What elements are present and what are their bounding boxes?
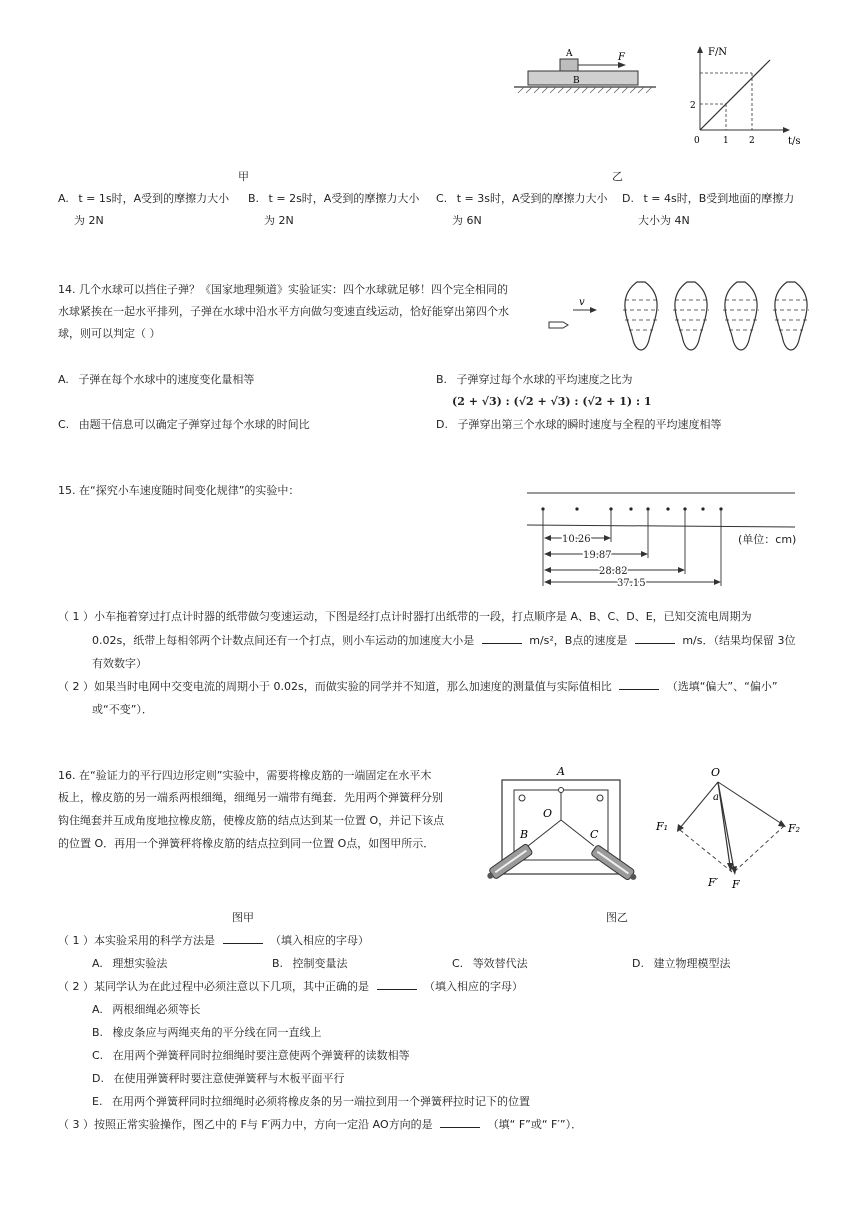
q16-figure-yi <box>650 762 810 897</box>
label-a: A <box>557 765 565 778</box>
q16-stem-line4: 的位置 O．再用一个弹簧秤将橡皮筋的结点拉到同一位置 O点，如图甲所示． <box>58 837 435 850</box>
y-axis-label: F/N <box>708 47 728 58</box>
q16-sub1-option-b[interactable]: B. 控制变量法 <box>272 957 348 970</box>
label-a: A <box>566 49 573 59</box>
q13-option-d-line2: 大小为 4N <box>638 214 690 227</box>
q13-option-b-line2: 为 2N <box>264 214 294 227</box>
q16-sub2-option-a[interactable]: A. 两根细绳必须等长 <box>92 1003 201 1016</box>
q16-stem-line2: 板上，橡皮筋的另一端系两根细绳，细绳另一端带有绳套．先用两个弹簧秤分别 <box>58 791 443 804</box>
label-f: F <box>618 52 625 63</box>
q15-stem: 15. 在“探究小车速度随时间变化规律”的实验中： <box>58 484 300 497</box>
label-v: v <box>579 297 585 308</box>
q14-option-d[interactable]: D. 子弹穿出第三个水球的瞬时速度与全程的平均速度相等 <box>436 418 722 431</box>
q13-option-b[interactable]: B. t = 2s时，A受到的摩擦力大小 <box>248 192 420 205</box>
q16-sub2-option-b[interactable]: B. 橡皮条应与两绳夹角的平分线在同一直线上 <box>92 1026 322 1039</box>
label-o: O <box>543 807 553 820</box>
q14-stem-line3: 球，则可以判定（ ） <box>58 327 161 340</box>
q13-option-c[interactable]: C. t = 3s时，A受到的摩擦力大小 <box>436 192 608 205</box>
label-f2: F₂ <box>788 822 801 835</box>
x-tick-2: 2 <box>749 136 755 146</box>
distance-4: 37.15 <box>617 578 646 589</box>
q15-sub1-line1: （ 1 ）小车拖着穿过打点计时器的纸带做匀变速运动，下图是经打点计时器打出纸带的一段，打点顺序是 A、B、C、D、E，已知交流电周期为 <box>58 610 752 623</box>
q16-stem-line3: 钩住绳套并互成角度地拉橡皮筋，使橡皮筋的结点达到某一位置 O，并记下该点 <box>58 814 445 827</box>
block-b <box>528 71 638 85</box>
distance-2: 19.87 <box>583 550 612 561</box>
q16-stem-line1: 16. 在“验证力的平行四边形定则”实验中，需要将橡皮筋的一端固定在水平木 <box>58 769 432 782</box>
label-f1: F₁ <box>656 820 669 833</box>
water-ball-1 <box>625 282 657 350</box>
label-f-prime: F′ <box>708 876 719 889</box>
q16-sub1-option-c[interactable]: C. 等效替代法 <box>452 957 528 970</box>
q13-option-d[interactable]: D. t = 4s时，B受到地面的摩擦力 <box>622 192 795 205</box>
q15-sub1-line3: 有效数字） <box>92 657 147 670</box>
q15-blank-comparison[interactable] <box>619 679 659 690</box>
q15-sub2-line2: 或“不变”）． <box>92 703 153 716</box>
q13-caption-yi: 乙 <box>612 170 623 183</box>
water-ball-3 <box>725 282 757 350</box>
q16-blank-correct[interactable] <box>377 979 417 990</box>
distance-1: 10.26 <box>562 534 591 545</box>
q16-blank-method[interactable] <box>223 933 263 944</box>
q15-blank-velocity-b[interactable] <box>635 633 675 644</box>
q16-blank-direction[interactable] <box>440 1117 480 1128</box>
q16-caption-jia: 图甲 <box>232 911 254 924</box>
water-ball-2 <box>675 282 707 350</box>
q13-figure-yi <box>688 44 808 154</box>
bullet-icon <box>549 322 568 328</box>
y-tick-2: 2 <box>690 101 696 111</box>
q13-option-a[interactable]: A. t = 1s时，A受到的摩擦力大小 <box>58 192 230 205</box>
x-tick-0: 0 <box>694 136 700 146</box>
q16-sub2: （ 2 ）某同学认为在此过程中必须注意以下几项，其中正确的是 （填入相应的字母） <box>58 980 523 993</box>
x-tick-1: 1 <box>723 136 729 146</box>
block-a <box>560 59 578 71</box>
q15-blank-acceleration[interactable] <box>482 633 522 644</box>
q13-figure-jia <box>510 44 660 104</box>
q14-option-b-ratio: (2 + √3) : (√2 + √3) : (√2 + 1) : 1 <box>452 395 652 408</box>
label-c: C <box>590 828 599 841</box>
q16-figure-jia <box>480 762 630 892</box>
q14-option-c[interactable]: C. 由题干信息可以确定子弹穿过每个水球的时间比 <box>58 418 310 431</box>
label-a: a <box>713 792 719 803</box>
label-b: B <box>573 76 580 86</box>
q14-figure-water-balls <box>545 278 820 358</box>
q16-sub3: （ 3 ）按照正常实验操作，图乙中的 F与 F′两力中，方向一定沿 AO方向的是 （填“ F”或“ F′”）． <box>58 1118 583 1131</box>
label-o: O <box>711 766 721 779</box>
q14-option-a[interactable]: A. 子弹在每个水球中的速度变化量相等 <box>58 373 255 386</box>
q13-caption-jia: 甲 <box>238 170 249 183</box>
x-axis-label: t/s <box>788 136 801 147</box>
q16-caption-yi: 图乙 <box>606 911 628 924</box>
q14-stem-line2: 水球紧挨在一起水平排列，子弹在水球中沿水平方向做匀变速直线运动，恰好能穿出第四个水 <box>58 305 509 318</box>
q16-sub1-option-a[interactable]: A. 理想实验法 <box>92 957 168 970</box>
q15-sub1-line2: 0.02s，纸带上每相邻两个计数点间还有一个打点，则小车运动的加速度大小是 m/s²，B点的速度是 m/s．（结果均保留 3位 <box>92 634 796 647</box>
q13-option-c-line2: 为 6N <box>452 214 482 227</box>
q15-tape-unit: (单位：cm) <box>738 533 797 546</box>
q16-sub1: （ 1 ）本实验采用的科学方法是 （填入相应的字母） <box>58 934 369 947</box>
distance-3: 28.82 <box>599 566 628 577</box>
q16-sub2-option-d[interactable]: D. 在使用弹簧秤时要注意使弹簧秤与木板平面平行 <box>92 1072 345 1085</box>
q14-stem-line1: 14. 几个水球可以挡住子弹？《国家地理频道》实验证实：四个水球就足够！四个完全相同的 <box>58 283 508 296</box>
q14-option-b[interactable]: B. 子弹穿过每个水球的平均速度之比为 <box>436 373 633 386</box>
force-line <box>700 60 770 130</box>
water-ball-4 <box>775 282 807 350</box>
q16-sub1-option-d[interactable]: D. 建立物理模型法 <box>632 957 731 970</box>
q13-option-a-line2: 为 2N <box>74 214 104 227</box>
label-f: F <box>732 878 740 891</box>
q15-sub2-line1: （ 2 ）如果当时电网中交变电流的周期小于 0.02s，而做实验的同学并不知道，那么加速度的测量值与实际值相比 （选填“偏大”、“偏小” <box>58 680 778 693</box>
q16-sub2-option-c[interactable]: C. 在用两个弹簧秤同时拉细绳时要注意使两个弹簧秤的读数相等 <box>92 1049 410 1062</box>
q16-sub2-option-e[interactable]: E. 在用两个弹簧秤同时拉细绳时必须将橡皮条的另一端拉到用一个弹簧秤拉时记下的位置 <box>92 1095 530 1108</box>
label-b: B <box>520 828 529 841</box>
